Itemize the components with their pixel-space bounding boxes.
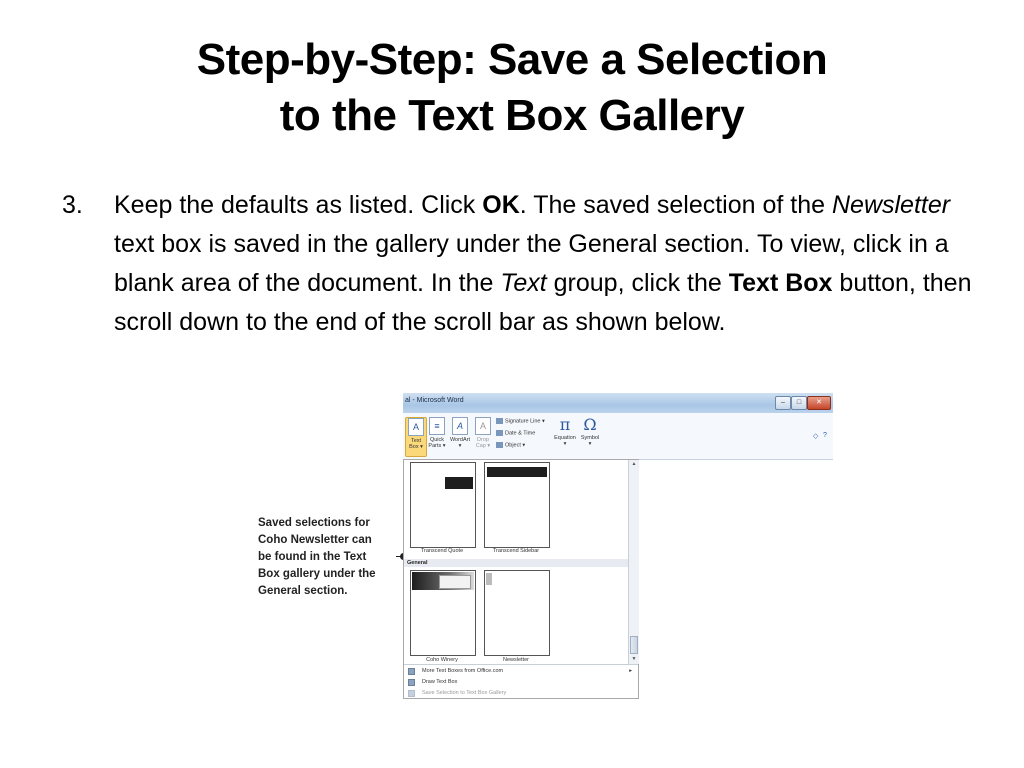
scroll-thumb[interactable] xyxy=(630,636,638,654)
drop-cap-button[interactable] xyxy=(473,417,493,449)
signature-line-button[interactable] xyxy=(496,418,545,424)
close-button[interactable]: ✕ xyxy=(807,396,831,410)
step-ok-bold: OK xyxy=(482,191,520,219)
step-text-part: group, click the xyxy=(546,269,729,297)
step-text xyxy=(114,186,974,342)
callout-label: Saved selections for Coho Newsletter can be found in the Text Box gallery under the General section. xyxy=(258,517,376,597)
quote-block xyxy=(445,477,473,489)
date-time-label: Date & Time xyxy=(505,430,536,437)
window-title: al - Microsoft Word xyxy=(405,397,464,404)
text-box-icon: A xyxy=(408,418,424,436)
dropdown-arrow-icon: ▾ xyxy=(420,444,423,450)
menu-label: More Text Boxes from Office.com xyxy=(422,668,504,674)
slide-title xyxy=(0,32,1024,144)
dropdown-arrow-icon: ▾ xyxy=(588,441,592,447)
slide-title-line-2: to the Text Box Gallery xyxy=(279,91,745,140)
dropdown-arrow-icon: ▾ xyxy=(458,443,462,449)
gallery-label: Transcend Quote xyxy=(420,548,464,554)
gallery-label: Transcend Sidebar xyxy=(492,548,540,554)
scroll-down-icon[interactable]: ▼ xyxy=(631,656,637,662)
dropdown-arrow-icon: ▾ xyxy=(487,443,491,449)
drop-cap-label: Drop Cap xyxy=(475,437,489,449)
word-screenshot xyxy=(403,393,833,701)
slide-title-line-1: Step-by-Step: Save a Selection xyxy=(196,35,828,84)
save-selection-icon xyxy=(408,690,415,697)
step-textbox-bold: Text Box xyxy=(728,269,833,297)
submenu-arrow-icon: ▸ xyxy=(629,668,632,674)
quick-parts-icon: ≡ xyxy=(429,417,445,435)
quick-parts-button[interactable] xyxy=(427,417,447,449)
step-text-part: text box is saved in the gallery under the General section. To view, click in a blank area of the document. In the xyxy=(114,230,949,297)
draw-text-box-icon xyxy=(408,679,415,686)
sidebar-block xyxy=(487,467,547,477)
object-button[interactable] xyxy=(496,442,525,448)
gallery-item-newsletter[interactable] xyxy=(484,570,550,656)
step-text-part: Keep the defaults as listed. Click xyxy=(114,191,483,219)
minimize-button[interactable]: – xyxy=(775,396,791,410)
gallery-label: Coho Winery xyxy=(426,657,458,663)
text-box-button[interactable] xyxy=(405,417,427,457)
step-text-part: . The saved selection of the xyxy=(519,191,832,219)
menu-save-selection[interactable] xyxy=(404,688,638,699)
step-number: 3. xyxy=(62,191,83,219)
dropdown-arrow-icon: ▾ xyxy=(442,443,446,449)
step-text-italic: Text xyxy=(500,269,547,297)
winery-text-block xyxy=(439,575,471,589)
symbol-button[interactable] xyxy=(579,417,601,447)
step-text-part: button, then scroll down to the end of the scroll bar as shown below. xyxy=(114,269,972,336)
menu-more-text-boxes[interactable] xyxy=(404,666,638,677)
window-titlebar xyxy=(403,393,833,413)
gallery-item-coho-winery[interactable] xyxy=(410,570,476,656)
menu-draw-text-box[interactable] xyxy=(404,677,638,688)
signature-line-icon xyxy=(496,418,503,424)
scroll-up-icon[interactable]: ▲ xyxy=(631,461,637,467)
omega-icon: Ω xyxy=(583,415,597,434)
signature-line-label: Signature Line ▾ xyxy=(505,418,545,425)
drop-cap-icon: A xyxy=(475,417,491,435)
gallery-item-transcend-sidebar[interactable] xyxy=(484,462,550,548)
date-time-button[interactable] xyxy=(496,430,535,436)
symbol-label: Symbol xyxy=(580,435,600,441)
gallery-item-transcend-quote[interactable] xyxy=(410,462,476,548)
wordart-button[interactable] xyxy=(449,417,471,449)
minimize-ribbon-icon[interactable]: ◇ xyxy=(813,433,819,440)
step-newsletter-italic: Newsletter xyxy=(831,191,951,219)
ribbon xyxy=(403,413,833,460)
newsletter-edge-block xyxy=(486,573,492,585)
gallery-label: Newsletter xyxy=(503,657,529,663)
equation-button[interactable] xyxy=(553,417,577,447)
wordart-label: WordArt xyxy=(449,437,471,443)
text-box-gallery xyxy=(403,459,639,699)
help-icon[interactable]: ? xyxy=(823,432,827,439)
gallery-scrollbar[interactable] xyxy=(628,460,639,664)
object-label: Object ▾ xyxy=(505,442,526,449)
date-time-icon xyxy=(496,430,503,436)
text-box-label: Text Box xyxy=(409,438,422,450)
menu-label: Save Selection to Text Box Gallery xyxy=(422,690,507,696)
equation-label: Equation xyxy=(554,435,576,441)
office-icon xyxy=(408,668,415,675)
maximize-button[interactable]: □ xyxy=(791,396,807,410)
menu-label: Draw Text Box xyxy=(422,679,458,685)
dropdown-arrow-icon: ▾ xyxy=(563,441,567,447)
pi-icon: π xyxy=(559,415,571,434)
menu-divider xyxy=(404,664,638,665)
wordart-icon: A xyxy=(452,417,468,435)
object-icon xyxy=(496,442,503,448)
gallery-section-general: General xyxy=(404,559,628,567)
quick-parts-label: Quick Parts xyxy=(428,437,445,449)
